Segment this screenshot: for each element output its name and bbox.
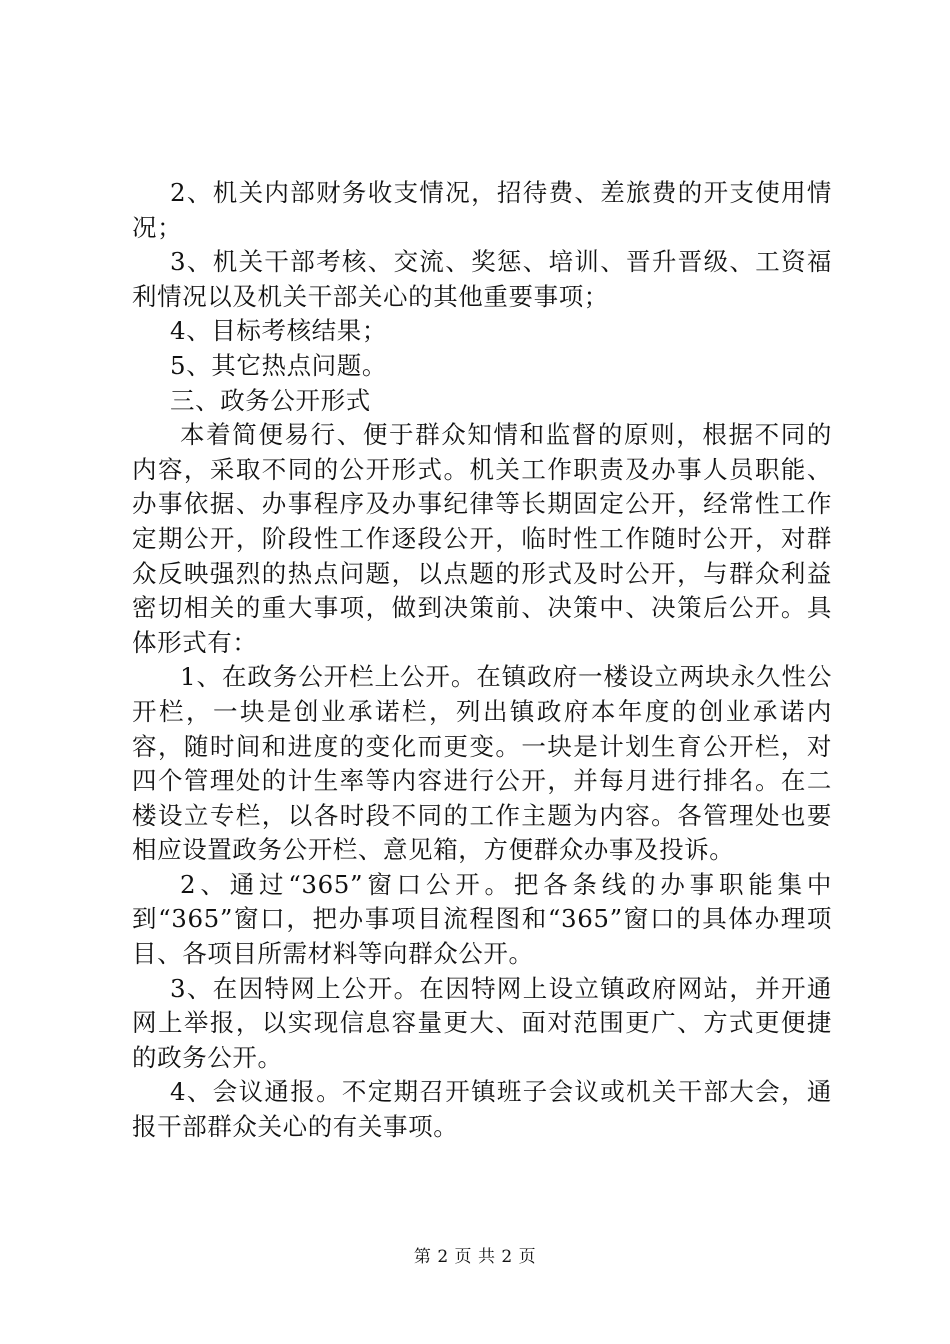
paragraph-principle: 本着简便易行、便于群众知情和监督的原则，根据不同的内容，采取不同的公开形式。机关工作职责及办事人员职能、办事依据、办事程序及办事纪律等长期固定公开，经常性工作定期公开，阶段性工作逐段公开，临时性工作随时公开，对群众反映强烈的热点问题，以点题的形式及时公开，与群众利益密切相关的重大事项，做到决策前、决策中、决策后公开。具体形式有： (132, 420, 832, 657)
document-body (132, 176, 832, 1145)
paragraph-bulletin-board: 1、在政务公开栏上公开。在镇政府一楼设立两块永久性公开栏，一块是创业承诺栏，列出镇政府本年度的创业承诺内容，随时间和进度的变化而更变。一块是计划生育公开栏，对四个管理处的计生率等内容进行公开，并每月进行排名。在二楼设立专栏，以各时段不同的工作主题为内容。各管理处也要相应设置政务公开栏、意见箱，方便群众办事及投诉。 (132, 662, 832, 865)
paragraph-cadre: 3、机关干部考核、交流、奖惩、培训、晋升晋级、工资福利情况以及机关干部关心的其他重要事项； (132, 247, 832, 311)
paragraph-finance: 2、机关内部财务收支情况，招待费、差旅费的开支使用情况； (132, 178, 832, 242)
paragraph-365-window: 2、通过“365”窗口公开。把各条线的办事职能集中到“365”窗口，把办事项目流程图和“365”窗口的具体办理项目、各项目所需材料等向群众公开。 (132, 869, 832, 969)
paragraph-target: 4、目标考核结果； (170, 316, 387, 346)
paragraph-meeting: 4、会议通报。不定期召开镇班子会议或机关干部大会，通报干部群众关心的有关事项。 (132, 1077, 832, 1142)
paragraph-hotspot: 5、其它热点问题。 (170, 350, 387, 380)
section-heading: 三、政务公开形式 (170, 385, 371, 415)
page-footer: 第 2 页 共 2 页 (413, 1247, 537, 1267)
paragraph-internet: 3、在因特网上公开。在因特网上设立镇政府网站，并开通网上举报，以实现信息容量更大、面对范围更广、方式更便捷的政务公开。 (132, 973, 832, 1072)
